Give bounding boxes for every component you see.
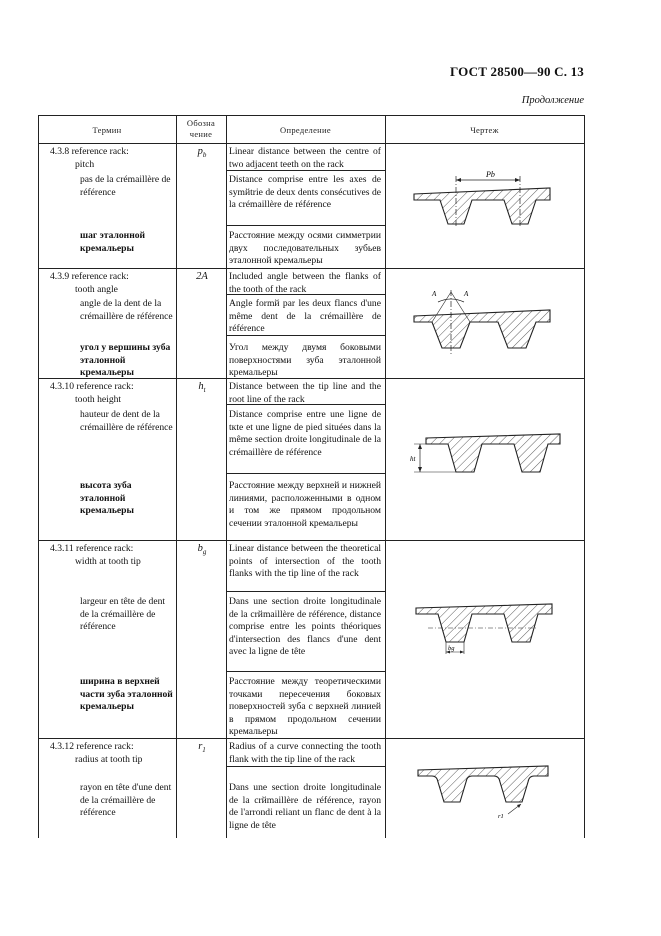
figure-rack-width-at-tip	[408, 598, 558, 660]
symbol-main: b	[197, 543, 203, 554]
symbol	[178, 543, 226, 559]
column-header-symbol-part1: Обозна	[186, 118, 216, 128]
definition-en: Linear distance between the centre of two adjacent teeth on the rack	[229, 146, 381, 170]
definition-en: Radius of a curve connecting the tooth flank with the tip line of the rack	[229, 741, 381, 765]
term-number: 4.3.11	[50, 543, 74, 554]
figure-label: ht	[410, 455, 416, 463]
term-ru: высота зуба эталонной кремальеры	[80, 480, 135, 516]
column-header-symbol-part2: чение	[189, 129, 213, 139]
figure-rack-pitch	[408, 166, 558, 236]
term-en-line2: tooth angle	[75, 283, 118, 295]
figure-rack-tooth-angle	[408, 282, 558, 357]
definition-ru: Угол между двумя боковыми поверхностями зуба эталонной кремальеры	[229, 342, 381, 378]
term-number: 4.3.12	[50, 741, 74, 752]
term-fr: hauteur de dent de la crémaillère de référence	[80, 409, 173, 433]
column-header-drawing: Чертеж	[470, 125, 499, 135]
term-en	[50, 543, 176, 568]
definition-fr: Distance comprise entre une ligne de tкte et une ligne de pied situées dans la même section droite longitudinale de la crémaillère de référence	[229, 409, 381, 458]
term-en-line1: reference rack:	[76, 381, 134, 392]
definition-en: Included angle between the flanks of the tooth of the rack	[229, 271, 381, 295]
figure-label: r1	[498, 813, 504, 820]
term-en	[50, 146, 176, 171]
definition-ru: Расстояние между осями симметрии двух последовательных зубьев эталонной кремальеры	[229, 230, 381, 266]
symbol	[178, 741, 226, 757]
term-en-line1: reference rack:	[76, 741, 134, 752]
symbol-main: h	[198, 381, 204, 392]
definition-en: Distance between the tip line and the root line of the rack	[229, 381, 381, 405]
figure-label: bg	[448, 645, 455, 652]
definition-ru: Расстояние между верхней и нижней линиями, расположенными в одном и том же прямом продольном сечении эталонной кремальеры	[229, 480, 381, 529]
symbol-sub: 1	[202, 746, 206, 755]
term-en-line2: tooth height	[75, 393, 122, 405]
term-number: 4.3.10	[50, 381, 74, 392]
figure-rack-radius-at-tip	[408, 760, 558, 822]
term-number: 4.3.9	[50, 271, 70, 282]
definition-ru: Расстояние между теоретическими точками пересечения боковых поверхностей зуба с верхней линией в прямом продольном сечении кремальеры	[229, 676, 381, 737]
term-en-line1: reference rack:	[71, 271, 129, 282]
symbol-main: r	[198, 741, 203, 752]
term-en	[50, 271, 176, 296]
term-fr: rayon en tête d'une dent de la crémaillère de référence	[80, 782, 172, 818]
definition-fr: Angle formй par les deux flancs d'une même dent de la crémaillère de référence	[229, 298, 381, 334]
figure-label: Pb	[486, 170, 495, 179]
symbol-sub: g	[202, 548, 207, 557]
column-header-symbol	[176, 118, 226, 140]
term-en	[50, 741, 176, 766]
term-ru: ширина в верхней части зуба эталонной кремальеры	[80, 676, 173, 712]
symbol	[178, 271, 226, 287]
term-en	[50, 381, 176, 406]
term-number: 4.3.8	[50, 146, 70, 157]
symbol-main: 2A	[196, 271, 208, 282]
symbol	[178, 381, 226, 397]
page-header-title: ГОСТ 28500—90 С. 13	[450, 64, 584, 79]
column-header-term: Термин	[92, 125, 122, 135]
symbol	[178, 146, 226, 162]
term-en-line1: reference rack:	[76, 543, 134, 554]
symbol-main: p	[197, 146, 203, 157]
figure-label: A	[432, 290, 437, 298]
continuation-label: Продолжение	[521, 95, 584, 106]
symbol-sub: t	[203, 386, 206, 395]
term-en-line1: reference rack:	[71, 146, 129, 157]
term-ru: шаг эталонной кремальеры	[80, 230, 146, 254]
term-fr: angle de la dent de la crémaillère de référence	[80, 298, 173, 322]
column-header-definition: Определение	[280, 125, 331, 135]
term-fr: largeur en tête de dent de la crémaillère de référence	[80, 596, 166, 632]
term-fr: pas de la crémaillère de référence	[80, 174, 171, 198]
figure-rack-tooth-height	[408, 424, 568, 484]
term-en-line2: radius at tooth tip	[75, 753, 143, 765]
definition-en: Linear distance between the theoretical points of intersection of the tooth flanks with the tip line of the rack	[229, 543, 381, 579]
term-en-line2: pitch	[75, 158, 95, 170]
definition-fr: Dans une section droite longitudinale de la crйmaillère de référence, distance comprise entre les points théoriques d'intersection des flancs d'une dent avec la ligne de tête	[229, 596, 381, 657]
figure-label: A	[464, 290, 469, 298]
symbol-sub: b	[202, 151, 207, 160]
term-ru: угол у вершины зуба эталонной кремальеры	[80, 342, 171, 378]
definition-fr: Dans une section droite longitudinale de la crйmaillère de référence, rayon de l'arrondi reliant un flanc de dent à la ligne de tête	[229, 782, 381, 831]
definition-fr: Distance comprise entre les axes de symйtrie de deux dents consécutives de la crémaillère de référence	[229, 174, 381, 210]
term-en-line2: width at tooth tip	[75, 555, 141, 567]
